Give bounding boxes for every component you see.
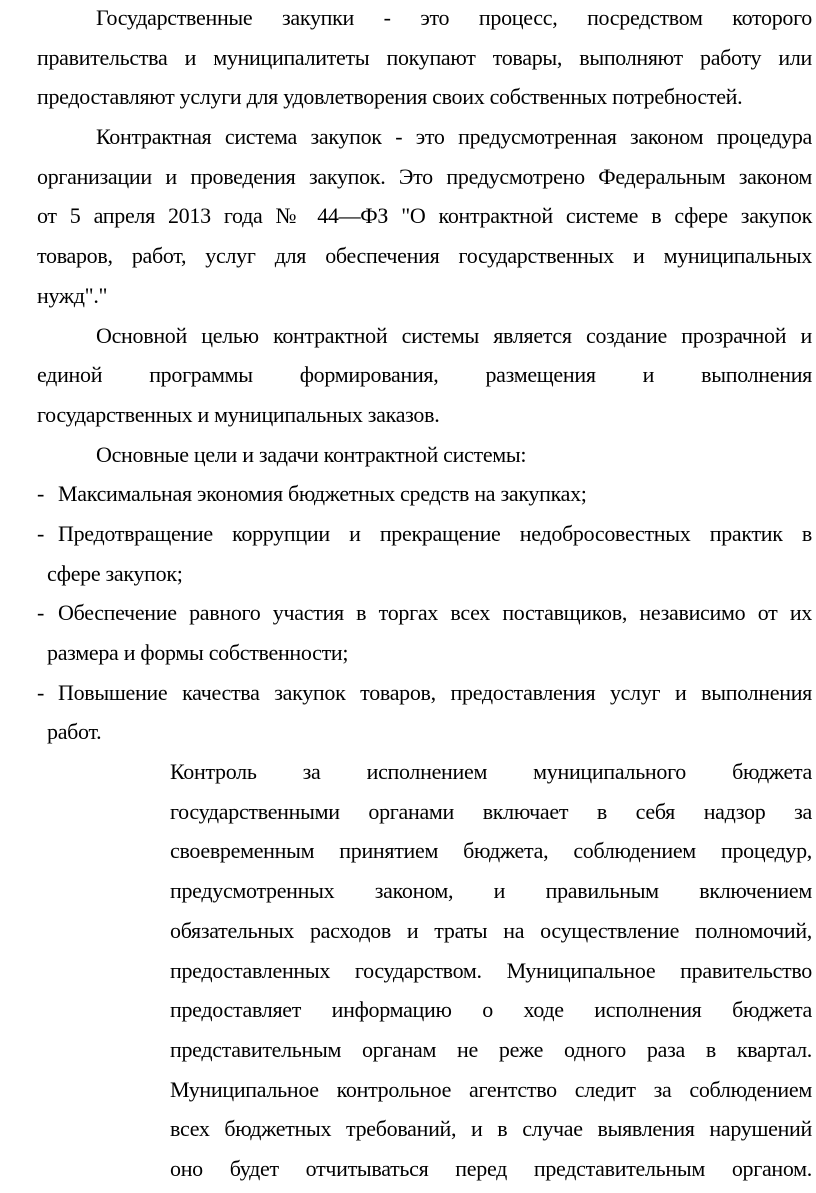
- text-line: единой программы формирования, размещения и выполнения: [37, 362, 812, 388]
- list-dash: -: [37, 600, 45, 626]
- paragraph-main-goal: [37, 316, 812, 435]
- paragraph-procurement-definition: [37, 0, 812, 117]
- text-line: предоставляет информацию о ходе исполнения бюджета: [170, 997, 812, 1023]
- text-line: представительным органам не реже одного раза в квартал.: [170, 1036, 812, 1062]
- text-line: Государственные закупки - это процесс, посредством которого: [96, 5, 812, 30]
- text-line: Контроль за исполнением муниципального бюджета: [170, 759, 812, 785]
- text-line: предоставленных государством. Муниципальное правительство: [170, 957, 812, 983]
- text-line: товаров, работ, услуг для обеспечения государственных и муниципальных: [37, 243, 812, 269]
- paragraph-budget-control: [37, 752, 812, 1189]
- text-line: Муниципальное контрольное агентство следит за соблюдением: [170, 1076, 812, 1102]
- text-line: работ.: [47, 719, 102, 745]
- text-line: всех бюджетных требований, и в случае выявления нарушений: [170, 1116, 812, 1142]
- list-item: [37, 474, 812, 514]
- text-line: обязательных расходов и траты на осуществление полномочий,: [170, 917, 812, 943]
- text-line: размера и формы собственности;: [47, 640, 349, 665]
- text-line: предоставляют услуги для удовлетворения своих собственных потребностей.: [37, 84, 743, 110]
- text-line: организации и проведения закупок. Это предусмотрено Федеральным законом: [37, 163, 812, 189]
- text-line: Основной целью контрактной системы является создание прозрачной и: [96, 322, 812, 348]
- list-item: [37, 673, 812, 752]
- text-line: Повышение качества закупок товаров, предоставления услуг и выполнения: [58, 679, 812, 705]
- list-item: [37, 593, 812, 672]
- list-dash: -: [37, 679, 45, 705]
- list-item: [37, 514, 812, 593]
- text-line: от 5 апреля 2013 года № 44—ФЗ "О контрактной системе в сфере закупок: [37, 203, 812, 229]
- list-dash: -: [37, 481, 45, 507]
- text-line: Основные цели и задачи контрактной системы:: [96, 441, 527, 467]
- text-line: нужд".": [37, 282, 108, 308]
- text-line: Предотвращение коррупции и прекращение недобросовестных практик в: [58, 520, 812, 546]
- text-line: предусмотренных законом, и правильным включением: [170, 878, 812, 904]
- paragraph-goals-heading: [37, 435, 812, 475]
- text-line: Обеспечение равного участия в торгах всех поставщиков, независимо от их: [58, 600, 812, 626]
- text-line: Контрактная система закупок - это предусмотренная законом процедура: [96, 124, 812, 150]
- paragraph-contract-system: [37, 117, 812, 315]
- text-line: сфере закупок;: [47, 560, 183, 586]
- text-line: своевременным принятием бюджета, соблюдением процедур,: [170, 838, 812, 864]
- text-line: оно будет отчитываться перед представительным органом.: [170, 1155, 812, 1181]
- text-line: Максимальная экономия бюджетных средств на закупках;: [58, 481, 587, 507]
- goals-list: [37, 474, 812, 752]
- list-dash: -: [37, 520, 45, 546]
- text-line: правительства и муниципалитеты покупают товары, выполняют работу или: [37, 44, 812, 70]
- document-page: [37, 0, 812, 1189]
- text-line: государственными органами включает в себя надзор за: [170, 798, 812, 824]
- text-line: государственных и муниципальных заказов.: [37, 401, 440, 427]
